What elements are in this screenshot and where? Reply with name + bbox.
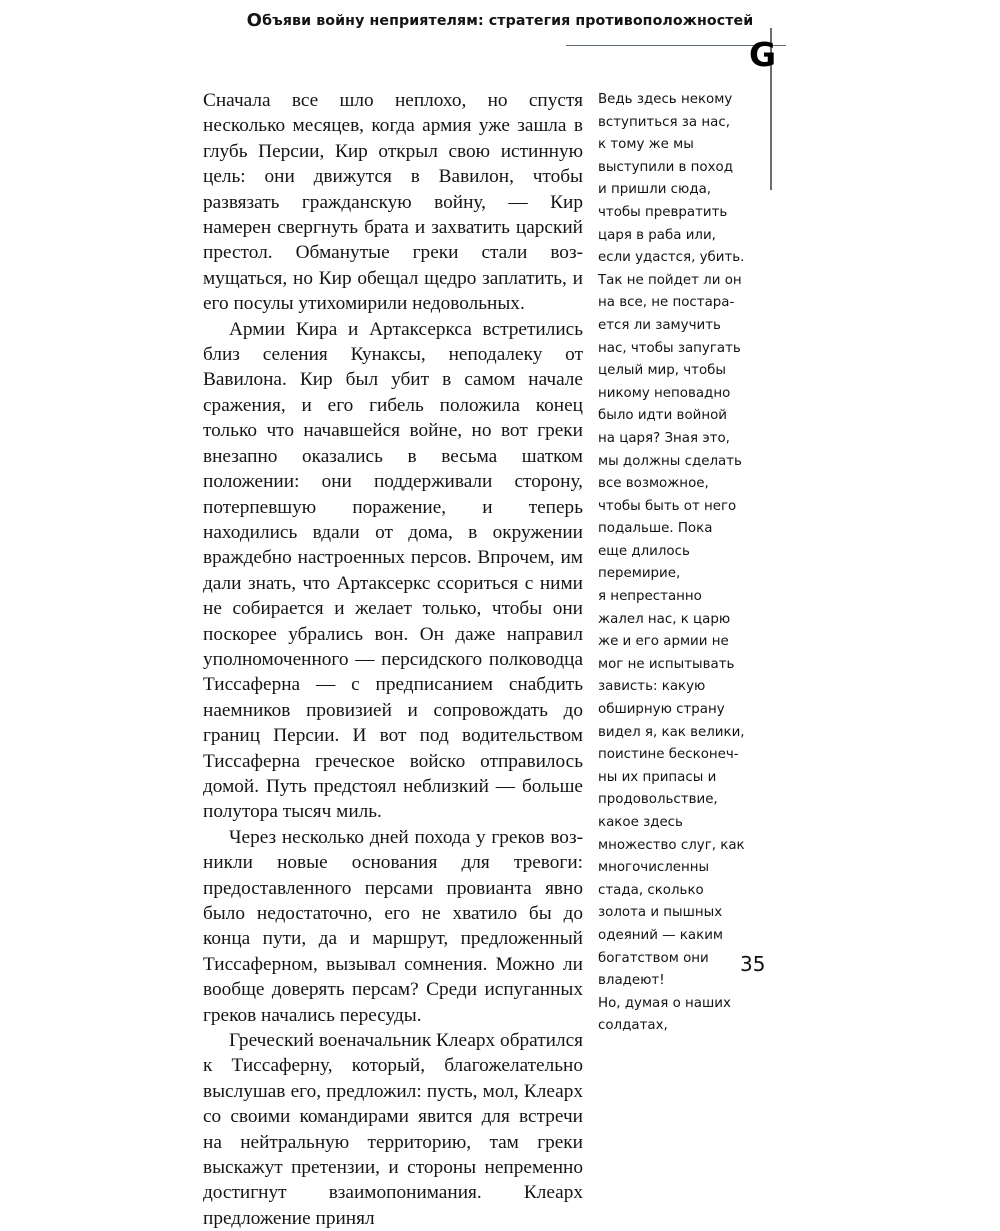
quote-line: перемирие,	[598, 566, 681, 582]
quote-line: множество слуг, как	[598, 837, 745, 853]
quote-line: солдатах,	[598, 1018, 668, 1034]
quote-line: ны их припасы и	[598, 769, 717, 785]
quote-line: было идти войной	[598, 408, 727, 424]
quote-line: ется ли замучить	[598, 317, 721, 333]
paragraph: Через несколько дней похода у греков возникли новые основания для тревоги: предоставленного персами провианта явно было недостаточно, его не хватило бы до конца пути, да и маршрут, предложенный Тиссаферном, вызывал сомнения. Можно ли вообще доверять персам? Среди испуганных греков начались пересуды.	[203, 826, 583, 1026]
quote-line: золота и пышных	[598, 905, 723, 921]
quote-line: же и его армии не	[598, 634, 729, 650]
quote-line: обширную страну	[598, 702, 725, 718]
running-head-dropcap: О	[246, 10, 263, 31]
quote-line: одеяний — каким	[598, 927, 723, 943]
quote-line: еще длилось	[598, 543, 690, 559]
paragraph: Сначала все шло неплохо, но спустя несколько месяцев, когда армия уже зашла в глубь Персии, Кир открыл свою истинную цель: они движутся в Вавилон, чтобы развязать гражданскую войну, — Кир намерен свергнуть брата и захватить царский престол. Обманутые греки стали возмущаться, но Кир обещал щедро заплатить, и его посулы утихомирили недовольных.	[203, 90, 583, 315]
quote-line: многочисленны	[598, 860, 710, 876]
quote-line: целый мир, чтобы	[598, 363, 726, 379]
quote-line: владеют!	[598, 973, 665, 989]
quote-line: продовольствие,	[598, 792, 718, 808]
marginal-mark-letter: G	[749, 35, 777, 74]
quote-line: мог не испытывать	[598, 656, 735, 672]
quote-line: Так не пойдет ли он	[598, 272, 742, 288]
quote-line: Ведь здесь некому	[598, 92, 733, 107]
quote-line: я непрестанно	[598, 589, 702, 605]
quote-line: стада, сколько	[598, 882, 704, 898]
quote-line: мы должны сделать	[598, 453, 742, 469]
main-text-column	[203, 88, 583, 1231]
quote-line: жалел нас, к царю	[598, 611, 731, 627]
quote-line: чтобы превратить	[598, 204, 728, 220]
quote-line: видел я, как велики,	[598, 724, 745, 740]
quote-line: царя в раба или,	[598, 227, 716, 243]
quote-line: Но, думая о наших	[598, 995, 731, 1011]
quote-line: нас, чтобы запугать	[598, 340, 741, 356]
running-head-text: бъяви войну неприятелям: стратегия противоположностей	[262, 13, 754, 29]
quote-line: все возможное,	[598, 476, 709, 492]
quote-line: поистине бесконеч-	[598, 747, 739, 763]
quote-line: чтобы быть от него	[598, 498, 737, 514]
quote-line: богатством они	[598, 950, 709, 966]
quote-line: никому неповадно	[598, 385, 731, 401]
quote-line: и пришли сюда,	[598, 182, 712, 198]
quote-line: зависть: какую	[598, 679, 706, 695]
quote-line: какое здесь	[598, 815, 683, 830]
quote-line: если удастся, убить.	[598, 250, 745, 266]
sidebar-quote-column	[598, 89, 745, 1038]
quote-line: на все, не постара-	[598, 295, 735, 311]
running-head	[0, 10, 1000, 31]
paragraph: Армии Кира и Артаксеркса встретились близ селения Кунаксы, неподалеку от Вавилона. Кир был убит в самом начале сражения, и его гибель положила конец только что начавшейся войне, но вот греки внезапно оказались в весьма шатком положении: они поддерживали сторону, потерпевшую поражение, и теперь находились вдали от дома, в окружении враждебно настроенных персов. Впрочем, им дали знать, что Артаксеркс ссориться с ними не собирается и желает только, чтобы они поскорее убрались вон. Он даже направил уполномоченного — персидского полководца Тиссаферна — с предписанием снабдить наемников провизией и сопровождать до границ Персии. И вот под водительством Тиссаферна греческое войско отправилось домой. Путь предстоял неблизкий — больше полутора тысяч миль.	[203, 318, 583, 823]
page-number: 35	[740, 952, 766, 976]
quote-line: подальше. Пока	[598, 521, 713, 537]
quote-line: вступиться за нас,	[598, 114, 730, 130]
paragraph: Греческий военачальник Клеарх обратился к Тиссаферну, который, благожелательно выслушав его, предложил: пусть, мол, Клеарх со своими командирами явится для встречи на нейтральную территорию, там греки выскажут претензии, и стороны непременно достигнут взаимопонимания. Клеарх предложение принял	[203, 1030, 583, 1229]
quote-line: к тому же мы	[598, 137, 694, 153]
quote-line: на царя? Зная это,	[598, 430, 730, 446]
quote-line: выступили в поход	[598, 159, 733, 175]
